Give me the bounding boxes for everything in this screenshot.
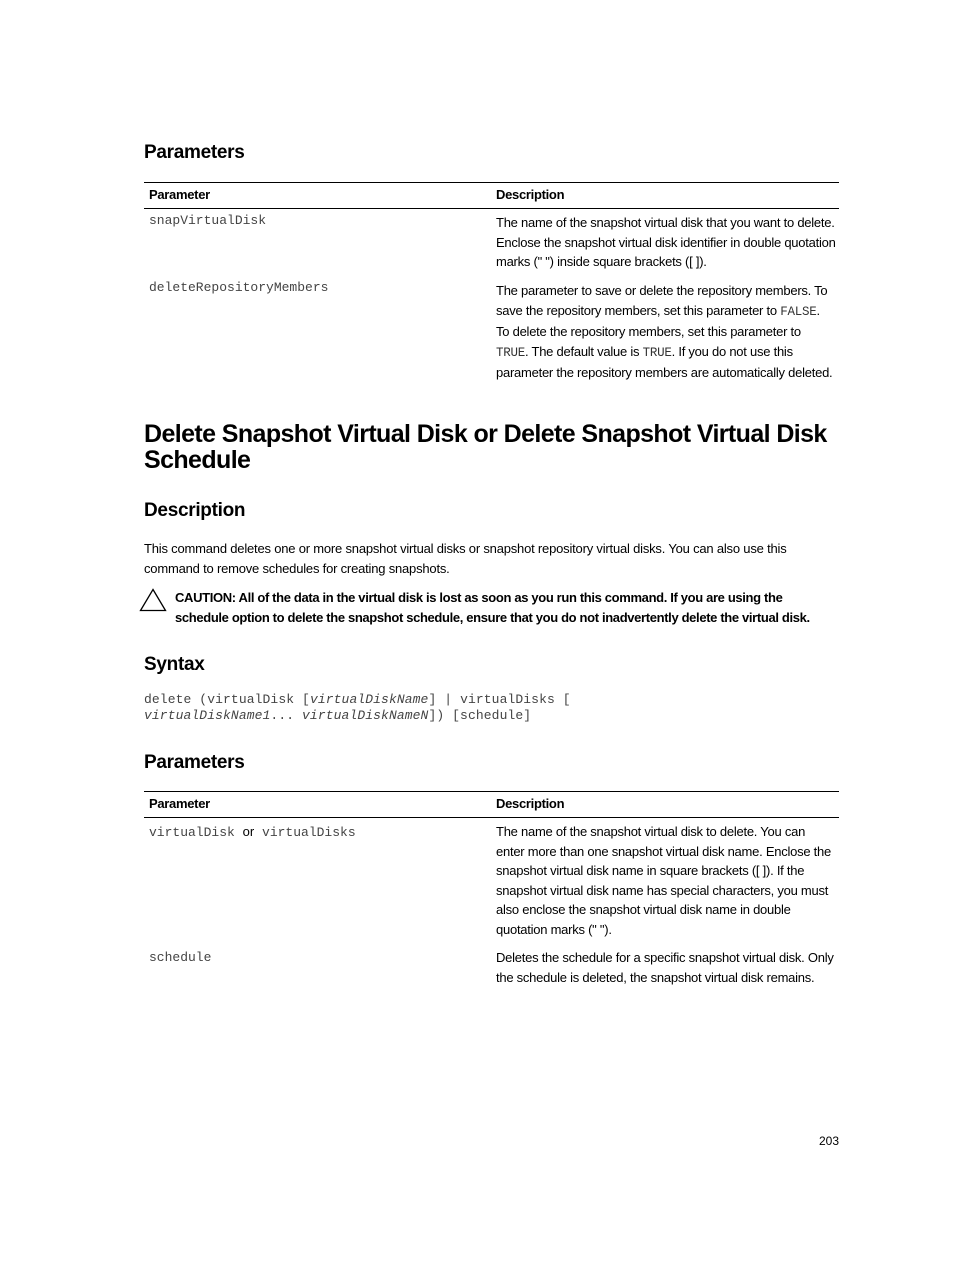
description-heading: Description xyxy=(144,500,246,521)
column-header-parameter: Parameter xyxy=(149,796,210,811)
param-name-part: virtualDisk xyxy=(149,825,235,840)
caution-triangle-icon xyxy=(139,588,167,612)
section-title-line: Delete Snapshot Virtual Disk or Delete Snapshot Virtual Disk xyxy=(144,420,827,448)
desc-text: . If you do not use this parameter the repository members are automatically deleted. xyxy=(496,343,833,380)
parameters-table-2 xyxy=(144,791,839,1014)
parameters-heading-2: Parameters xyxy=(144,752,245,773)
section-title xyxy=(144,421,827,473)
code-value: TRUE xyxy=(642,345,672,360)
syntax-token: delete (virtualDisk [ xyxy=(144,692,310,707)
param-description: The name of the snapshot virtual disk to delete. You can enter more than one snapshot virtual disk name. Enclose the snapshot virtual disk name in square brackets ([ ]). If the snapshot virtual disk name has special characters, you must also enclose the snapshot virtual disk name in double quotation marks (" "). xyxy=(496,824,832,937)
table-header xyxy=(144,182,839,209)
param-name xyxy=(149,824,356,840)
syntax-heading: Syntax xyxy=(144,654,205,675)
document-page xyxy=(144,0,839,1268)
syntax-token: ... xyxy=(270,708,303,723)
param-name: schedule xyxy=(149,950,212,965)
param-name-part: virtualDisks xyxy=(262,825,356,840)
description-text: This command deletes one or more snapshot virtual disks or snapshot repository virtual disks. You can also use this command to remove schedules for creating snapshots. xyxy=(144,541,787,576)
param-name: snapVirtualDisk xyxy=(149,213,267,228)
table-row xyxy=(144,818,839,944)
parameters-table-1 xyxy=(144,182,839,397)
table-row xyxy=(144,944,839,1014)
param-name: deleteRepositoryMembers xyxy=(149,280,329,295)
table-row xyxy=(144,277,839,397)
param-joiner: or xyxy=(242,824,255,839)
table-header xyxy=(144,791,839,818)
code-value: TRUE xyxy=(496,345,526,360)
param-description: Deletes the schedule for a specific snapshot virtual disk. Only the schedule is deleted, the snapshot virtual disk remains. xyxy=(496,950,834,985)
column-header-description: Description xyxy=(496,796,565,811)
section-title-line: Schedule xyxy=(144,446,251,474)
syntax-token: ] | virtualDisks [ xyxy=(428,692,571,707)
column-header-description: Description xyxy=(496,187,565,202)
desc-text: The parameter to save or delete the repository members. To save the repository members, set this parameter to xyxy=(496,283,828,318)
parameters-heading-1: Parameters xyxy=(144,142,245,163)
param-description xyxy=(496,281,836,383)
desc-text: . The default value is xyxy=(525,343,643,359)
syntax-variable: virtualDiskNameN xyxy=(302,708,429,723)
syntax-token: ]) [schedule] xyxy=(428,708,532,723)
code-value: FALSE xyxy=(780,304,817,319)
desc-text: . To delete the repository members, set this parameter to xyxy=(496,302,820,339)
syntax-variable: virtualDiskName xyxy=(309,692,429,707)
syntax-code-block xyxy=(144,692,571,724)
page-number: 203 xyxy=(818,1134,839,1148)
caution-text: CAUTION: All of the data in the virtual disk is lost as soon as you run this command. If you are using the schedule option to delete the snapshot schedule, ensure that you do not inadvertently delete the virtual disk. xyxy=(175,590,810,625)
syntax-variable: virtualDiskName1 xyxy=(144,708,271,723)
param-description: The name of the snapshot virtual disk that you want to delete. Enclose the snapshot virtual disk identifier in double quotation marks (" ") inside square brackets ([ ]). xyxy=(496,215,836,269)
column-header-parameter: Parameter xyxy=(149,187,210,202)
caution-note xyxy=(144,588,839,628)
table-row xyxy=(144,209,839,277)
